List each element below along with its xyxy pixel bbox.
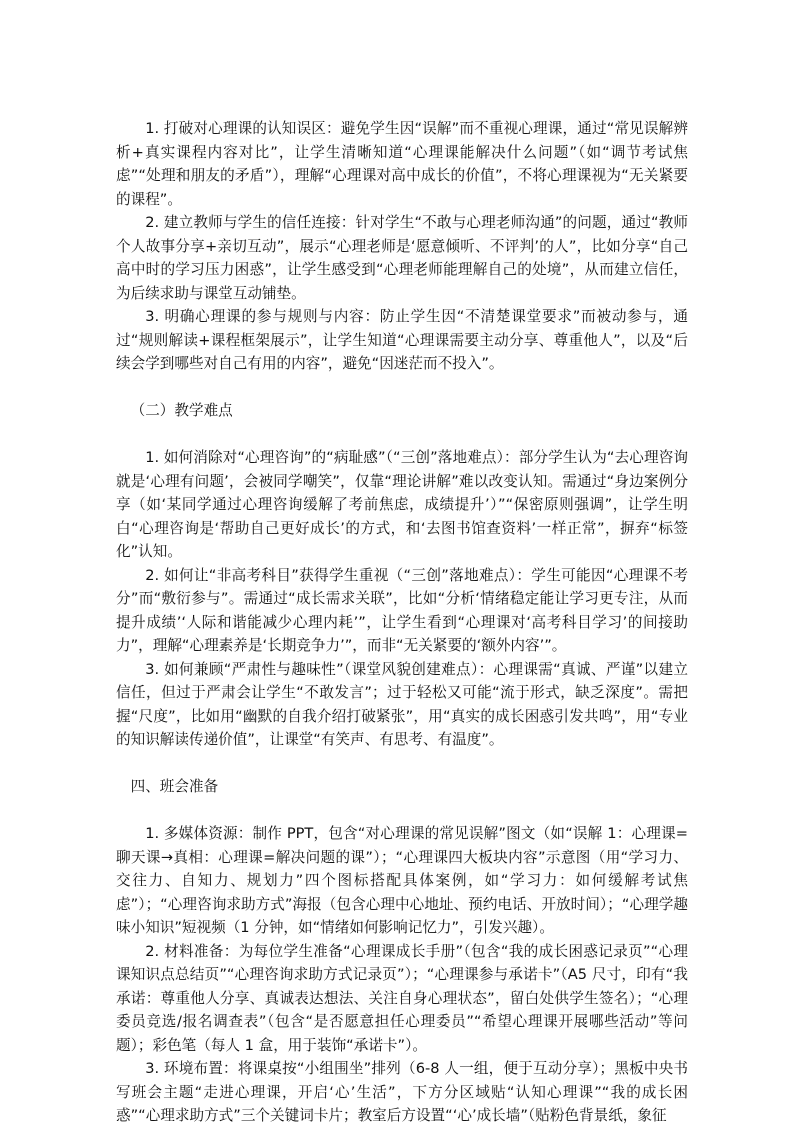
difficulty-heading: （二）教学难点 [130, 402, 233, 419]
preparation-paragraph-2: 2. 材料准备：为每位学生准备“心理课成长手册”（包含“我的成长困惑记录页”“心理课知识点总结页”“心理咨询求助方式记录页”）；“心理课参与承诺卡”（A5 尺寸，印有“我承诺：尊重他人分享、真诚表达想法、关注自身心理状态”，留白处供学生签名）；“心理委员竞选/报名调查表”（包含“是否愿意担任心理委员”“希望心理课开展哪些活动”等问题）；彩色笔（每人 1 盒，用于装饰“承诺卡”）。 [116, 942, 688, 1054]
difficulty-paragraph-2: 2. 如何让“非高考科目”获得学生重视（“三创”落地难点）：学生可能因“心理课不考分”而“敷衍参与”。需通过“成长需求关联”，比如“分析‘情绪稳定能让学习更专注，从而提升成绩’‘人际和谐能减少心理内耗’”，让学生看到“心理课对‘高考科目学习’的间接助力”，理解“心理素养是‘长期竞争力’”，而非“无关紧要的‘额外内容’”。 [116, 566, 688, 654]
spacer [116, 752, 688, 776]
preparation-heading: 四、班会准备 [130, 778, 219, 795]
document-body [116, 117, 688, 1128]
goal-paragraph-3: 3. 明确心理课的参与规则与内容：防止学生因“不清楚课堂要求”而被动参与，通过“规则解读+课程框架展示”，让学生知道“心理课需要主动分享、尊重他人”，以及“后续会学到哪些对自己有用的内容”，避免“因迷茫而不投入”。 [116, 308, 688, 372]
goal-paragraph-1: 1. 打破对心理课的认知误区：避免学生因“误解”而不重视心理课，通过“常见误解辨析+真实课程内容对比”，让学生清晰知道“心理课能解决什么问题”（如“调节考试焦虑”“处理和朋友的矛盾”），理解“心理课对高中成长的价值”，不将心理课视为“无关紧要的课程”。 [116, 120, 688, 208]
difficulty-paragraph-1: 1. 如何消除对“心理咨询”的“病耻感”（“三创”落地难点）：部分学生认为“去心理咨询就是‘心理有问题’，会被同学嘲笑”，仅靠“理论讲解”难以改变认知。需通过“身边案例分享（如‘某同学通过心理咨询缓解了考前焦虑，成绩提升’）”“保密原则强调”，让学生明白“心理咨询是‘帮助自己更好成长’的方式，和‘去图书馆查资料’一样正常”，摒弃“标签化”认知。 [116, 449, 688, 560]
preparation-paragraph-3: 3. 环境布置：将课桌按“小组围坐”排列（6-8 人一组，便于互动分享）；黑板中央书写班会主题“走进心理课，开启‘心’生活”，下方分区域贴“认知心理课”“我的成长困惑”“心理求助方式”三个关键词卡片；教室后方设置“‘心’成长墙”（贴粉色背景纸，象征 [116, 1060, 688, 1124]
spacer [116, 799, 688, 823]
spacer [116, 423, 688, 447]
spacer [116, 376, 688, 400]
preparation-paragraph-1: 1. 多媒体资源：制作 PPT，包含“对心理课的常见误解”图文（如“误解 1：心理课=聊天课→真相：心理课=解决问题的课”）；“心理课四大板块内容”示意图（用“学习力、交往力、自知力、规划力”四个图标搭配具体案例，如“学习力：如何缓解考试焦虑”）；“心理咨询求助方式”海报（包含心理中心地址、预约电话、开放时间）；“心理学趣味小知识”短视频（1 分钟，如“情绪如何影响记忆力”，引发兴趣）。 [116, 825, 688, 936]
difficulty-paragraph-3: 3. 如何兼顾“严肃性与趣味性”（课堂风貌创建难点）：心理课需“真诚、严谨”以建立信任，但过于严肃会让学生“不敢发言”；过于轻松又可能“流于形式，缺乏深度”。需把握“尺度”，比如用“幽默的自我介绍打破紧张”，用“真实的成长困惑引发共鸣”，用“专业的知识解读传递价值”，让课堂“有笑声、有思考、有温度”。 [116, 660, 688, 748]
goal-paragraph-2: 2. 建立教师与学生的信任连接：针对学生“不敢与心理老师沟通”的问题，通过“教师个人故事分享+亲切互动”，展示“心理老师是‘愿意倾听、不评判’的人”，比如分享“自己高中时的学习压力困惑”，让学生感受到“心理老师能理解自己的处境”，从而建立信任，为后续求助与课堂互动铺垫。 [116, 214, 688, 302]
